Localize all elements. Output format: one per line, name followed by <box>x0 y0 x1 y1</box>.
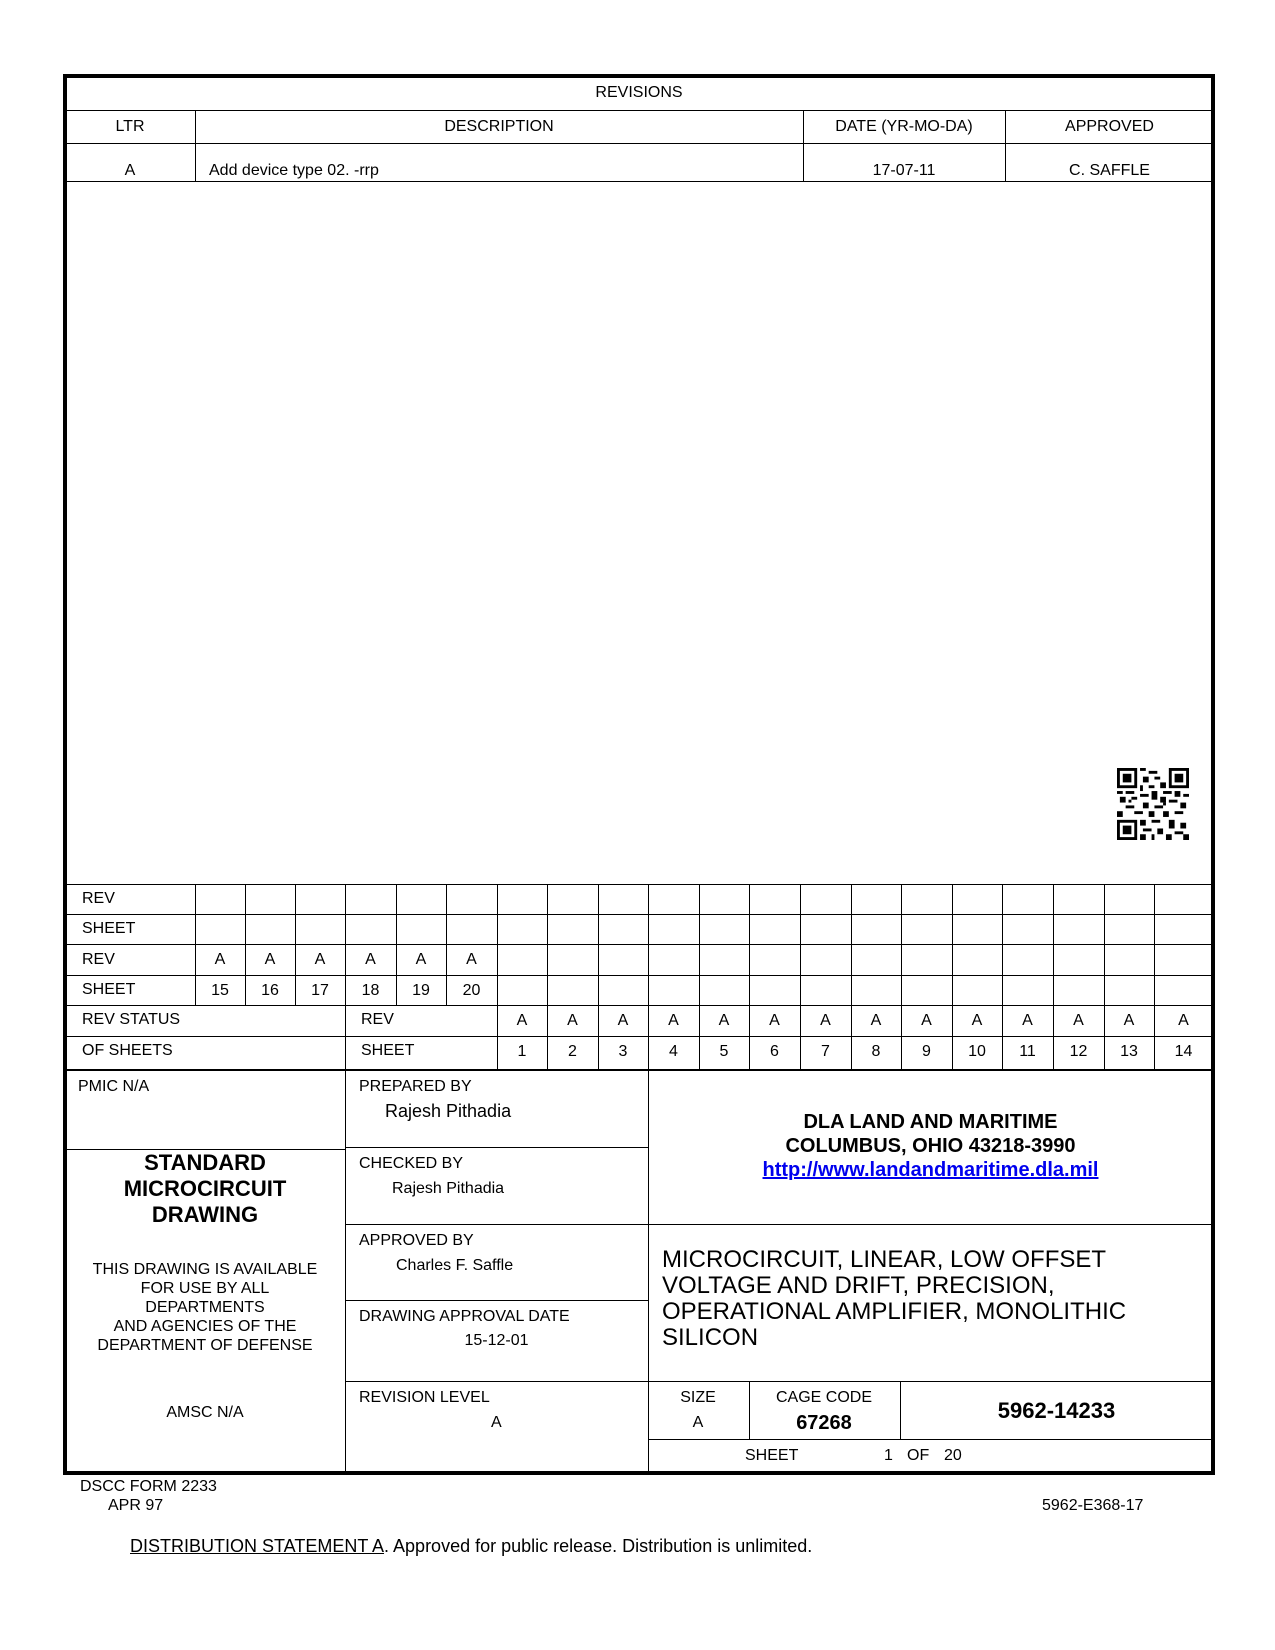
sheet-cell: 15 <box>211 982 229 999</box>
rev-cell: A <box>214 951 226 968</box>
revision-row-date: 17-07-11 <box>872 162 936 179</box>
divider <box>65 110 1213 111</box>
divider <box>648 1439 1213 1440</box>
drawing-title-line1: MICROCIRCUIT, LINEAR, LOW OFFSET <box>662 1246 1107 1273</box>
sheet-cell: 13 <box>1120 1043 1138 1060</box>
availability-line3: DEPARTMENTS <box>145 1299 265 1316</box>
divider <box>345 1300 648 1301</box>
divider <box>345 1224 648 1225</box>
grid-line <box>1154 884 1155 1005</box>
revision-row-description: Add device type 02. -rrp <box>209 162 379 179</box>
of-label: OF <box>907 1447 930 1464</box>
grid-line <box>1053 884 1054 1005</box>
form-date: APR 97 <box>108 1497 164 1514</box>
revisions-header-approved: APPROVED <box>1065 118 1154 135</box>
grid-line <box>65 884 1213 885</box>
total-sheets: 20 <box>944 1447 962 1464</box>
availability-line5: DEPARTMENT OF DEFENSE <box>97 1337 313 1354</box>
org-address: COLUMBUS, OHIO 43218-3990 <box>785 1135 1076 1157</box>
divider <box>803 110 804 181</box>
sheet-cell: 4 <box>669 1043 678 1060</box>
sheet-cell: 18 <box>361 982 380 999</box>
rev-cell: A <box>365 951 376 968</box>
row-label-sheet: SHEET <box>361 1042 415 1059</box>
sheet-cell: 2 <box>568 1043 577 1060</box>
sheet-label: SHEET <box>745 1447 799 1464</box>
approved-by-name: Charles F. Saffle <box>396 1257 514 1274</box>
sheet-cell: 14 <box>1174 1043 1193 1060</box>
grid-line <box>648 884 649 1005</box>
standard-title-line2: MICROCIRCUIT <box>123 1176 287 1201</box>
drawing-title-line3: OPERATIONAL AMPLIFIER, MONOLITHIC <box>662 1298 1127 1325</box>
sheet-cell: 8 <box>871 1043 881 1060</box>
grid-line <box>598 884 599 1005</box>
rev-cell: A <box>718 1012 730 1029</box>
rev-cell: A <box>466 951 477 968</box>
sheet-cell: 3 <box>618 1043 628 1060</box>
sheet-cell: 6 <box>770 1043 779 1060</box>
row-label-sheet: SHEET <box>82 920 136 937</box>
row-label-rev: REV <box>82 890 115 907</box>
rev-cell: A <box>617 1012 629 1029</box>
distribution-statement <box>130 1536 812 1557</box>
approval-date-label: DRAWING APPROVAL DATE <box>359 1308 570 1325</box>
revision-row-approved: C. SAFFLE <box>1069 162 1150 179</box>
revisions-title: REVISIONS <box>595 84 683 101</box>
rev-cell: A <box>1123 1012 1135 1029</box>
divider <box>345 1381 648 1382</box>
sheet-number: 1 <box>884 1447 893 1464</box>
grid-line <box>345 1005 346 1069</box>
rev-cell: A <box>264 951 276 968</box>
rev-cell: A <box>769 1012 780 1029</box>
grid-line <box>547 884 548 1005</box>
rev-cell: A <box>567 1012 578 1029</box>
row-label-rev-status: REV STATUS <box>82 1011 181 1028</box>
rev-cell: A <box>1022 1012 1033 1029</box>
divider <box>65 143 1213 144</box>
sheet-cell: 19 <box>412 982 430 999</box>
revisions-header-date: DATE (YR-MO-DA) <box>835 118 973 135</box>
availability-line4: AND AGENCIES OF THE <box>113 1318 297 1335</box>
size-value: A <box>692 1414 704 1431</box>
sheet-cell: 17 <box>311 982 329 999</box>
qr-code-icon <box>1117 768 1189 840</box>
distribution-label: DISTRIBUTION STATEMENT A <box>130 1536 385 1556</box>
revisions-header-ltr: LTR <box>115 118 145 135</box>
row-label-rev: REV <box>82 951 115 968</box>
distribution-text: . Approved for public release. Distribution is unlimited. <box>384 1536 813 1556</box>
revision-level-label: REVISION LEVEL <box>359 1389 490 1406</box>
grid-line <box>1002 884 1003 1005</box>
form-number: DSCC FORM 2233 <box>80 1478 217 1495</box>
pmic-label: PMIC N/A <box>78 1078 150 1095</box>
divider <box>345 1069 346 1472</box>
rev-cell: A <box>516 1012 528 1029</box>
drawing-title-line2: VOLTAGE AND DRIFT, PRECISION, <box>662 1272 1055 1299</box>
sheet-cell: 10 <box>968 1043 986 1060</box>
divider <box>345 1147 648 1148</box>
cage-code-label: CAGE CODE <box>775 1389 872 1406</box>
checked-by-name: Rajesh Pithadia <box>392 1180 505 1197</box>
rev-cell: A <box>1073 1012 1084 1029</box>
grid-line <box>749 884 750 1005</box>
approved-by-label: APPROVED BY <box>359 1232 474 1249</box>
standard-title-line1: STANDARD <box>144 1150 266 1175</box>
revisions-header-description: DESCRIPTION <box>444 118 554 135</box>
divider <box>195 110 196 181</box>
availability-line1: THIS DRAWING IS AVAILABLE <box>92 1261 318 1278</box>
checked-by-label: CHECKED BY <box>359 1155 464 1172</box>
drawing-title-line4: SILICON <box>662 1324 759 1351</box>
cage-code-value: 67268 <box>796 1412 852 1434</box>
approval-date-value: 15-12-01 <box>464 1332 529 1349</box>
drawing-number: 5962-14233 <box>997 1398 1116 1423</box>
rev-cell: A <box>668 1012 679 1029</box>
sheet-cell: 9 <box>922 1043 931 1060</box>
divider <box>1005 110 1006 181</box>
grid-line <box>952 884 953 1005</box>
sheet-cell: 12 <box>1069 1043 1088 1060</box>
sheet-cell: 16 <box>261 982 279 999</box>
org-name: DLA LAND AND MARITIME <box>803 1111 1058 1133</box>
sheet-cell: 5 <box>719 1043 729 1060</box>
rev-cell: A <box>415 951 427 968</box>
sheet-cell: 7 <box>821 1043 830 1060</box>
sheet-cell: 11 <box>1019 1043 1036 1060</box>
rev-cell: A <box>314 951 326 968</box>
prepared-by-name: Rajesh Pithadia <box>385 1101 512 1121</box>
grid-line <box>65 914 1213 915</box>
revision-level-value: A <box>491 1414 502 1431</box>
grid-line <box>699 884 700 1005</box>
grid-line <box>851 884 852 1005</box>
amsc-label: AMSC N/A <box>166 1404 244 1421</box>
revision-row-ltr: A <box>124 162 136 179</box>
sheet-cell: 1 <box>517 1043 527 1060</box>
org-website-link[interactable]: http://www.landandmaritime.dla.mil <box>762 1159 1099 1181</box>
sheet-cell: 20 <box>462 982 481 999</box>
grid-line <box>800 884 801 1005</box>
document-code: 5962-E368-17 <box>1042 1497 1144 1514</box>
divider <box>648 1224 1213 1225</box>
rev-cell: A <box>921 1012 932 1029</box>
grid-line <box>901 884 902 1005</box>
divider <box>65 181 1213 182</box>
grid-line <box>65 1069 1213 1071</box>
standard-title-line3: DRAWING <box>151 1202 259 1227</box>
rev-cell: A <box>820 1012 831 1029</box>
grid-line <box>1104 884 1105 1005</box>
divider <box>648 1381 1213 1382</box>
row-label-of-sheets: OF SHEETS <box>82 1042 173 1059</box>
size-label: SIZE <box>680 1389 716 1406</box>
grid-line <box>497 884 498 1005</box>
row-label-sheet: SHEET <box>82 981 136 998</box>
availability-line2: FOR USE BY ALL <box>140 1280 270 1297</box>
rev-cell: A <box>1178 1012 1189 1029</box>
rev-cell: A <box>870 1012 882 1029</box>
row-label-rev: REV <box>361 1011 394 1028</box>
prepared-by-label: PREPARED BY <box>359 1078 472 1095</box>
rev-cell: A <box>971 1012 983 1029</box>
